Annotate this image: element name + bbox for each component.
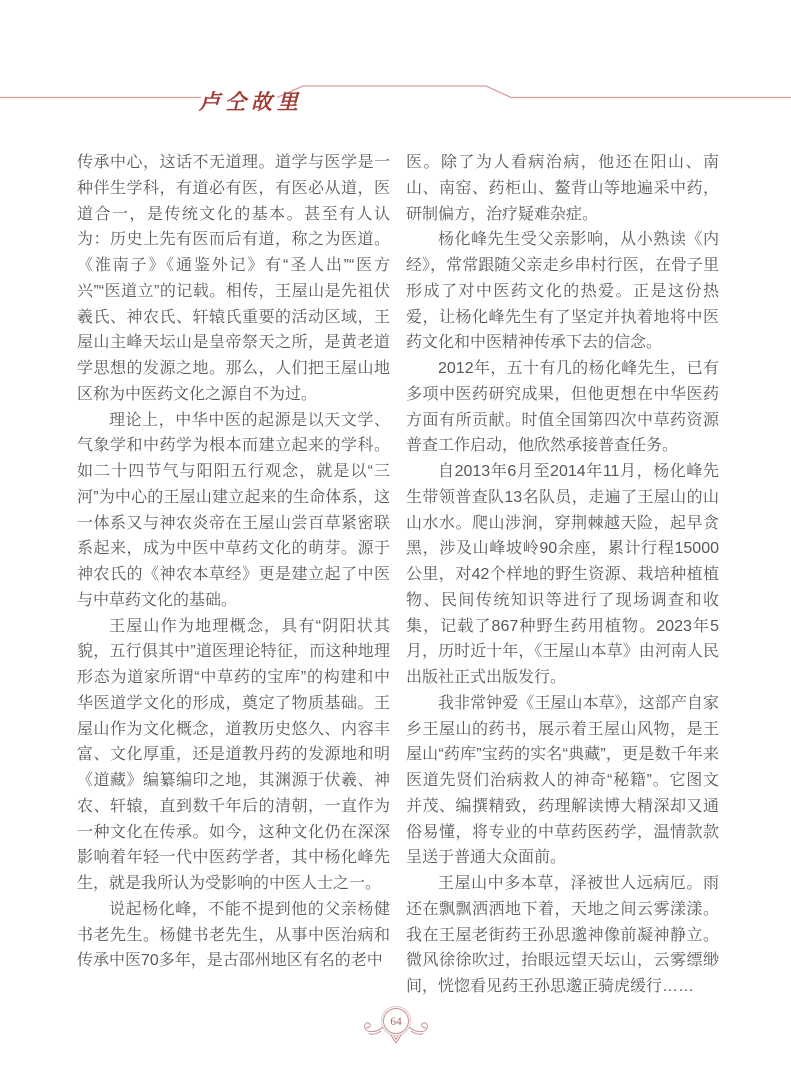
- text-column-right: [406, 150, 719, 1000]
- paragraph: 传承中心，这话不无道理。道学与医学是一种伴生学科，有道必有医，有医必从道，医道合一，是传统文化的基本。甚至有人认为：历史上先有医而后有道，称之为医道。《淮南子》《通鉴外记》有“圣人出”“医方兴”“医道立”的记载。相传，王屋山是先祖伏羲氏、神农氏、轩辕氏重要的活动区域，王屋山主峰天坛山是皇帝祭天之所，是黄老道学思想的发源之地。那么，人们把王屋山地区称为中医药文化之源自不为过。: [77, 154, 390, 403]
- page-title: 卢仝故里: [199, 90, 303, 114]
- page-number-ornament: [350, 1002, 442, 1048]
- paragraph: 2012年，五十有几的杨化峰先生，已有多项中医药研究成果，但他更想在中华医药方面有所贡献。时值全国第四次中草药资源普查工作启动，他欣然承接普查任务。: [406, 360, 719, 455]
- paragraph: 我非常钟爱《王屋山本草》，这部产自家乡王屋山的药书，展示着王屋山风物，是王屋山“药库”宝药的实名“典藏”，更是数千年来医道先贤们治病救人的神奇“秘籍”。它图文并茂、编撰精致，药理解读博大精深却又通俗易懂，将专业的中草药医药学，温情款款呈送于普通大众面前。: [406, 694, 719, 867]
- text-column-left: [77, 150, 390, 974]
- paragraph: 自2013年6月至2014年11月，杨化峰先生带领普查队13名队员，走遍了王屋山的山山水水。爬山涉涧，穿荆棘越天险，起早贪黑，涉及山峰坡岭90余座，累计行程15000公里，对42个样地的野生资源、栽培种植植物、民间传统知识等进行了现场调查和收集，记载了867种野生药用植物。2023年5月，历时近十年，《王屋山本草》由河南人民出版社正式出版发行。: [406, 463, 719, 686]
- header-rule-ornament: [0, 0, 791, 130]
- paragraph: 王屋山作为地理概念，具有“阴阳状其貌，五行俱其中”道医理论特征，而这种地理形态为道家所谓“中草药的宝库”的构建和中华医道学文化的形成，奠定了物质基础。王屋山作为文化概念，道教历史悠久、内容丰富、文化厚重，还是道教丹药的发源地和明《道藏》编纂编印之地，其渊源于伏羲、神农、轩辕，直到数千年后的清朝，一直作为一种文化在传承。如今，这种文化仍在深深影响着年轻一代中医药学者，其中杨化峰先生，就是我所认为受影响的中医人士之一。: [77, 617, 390, 892]
- paragraph: 杨化峰先生受父亲影响，从小熟读《内经》，常常跟随父亲走乡串村行医，在骨子里形成了对中医药文化的热爱。正是这份热爱，让杨化峰先生有了坚定并执着地将中医药文化和中医精神传承下去的信念。: [406, 231, 719, 352]
- paragraph: 理论上，中华中医的起源是以天文学、气象学和中药学为根本而建立起来的学科。如二十四节气与阳阳五行观念，就是以“三河”为中心的王屋山建立起来的生命体系，这一体系又与神农炎帝在王屋山尝百草紧密联系起来，成为中医中草药文化的萌芽。源于神农氏的《神农本草经》更是建立起了中医与中草药文化的基础。: [77, 411, 390, 609]
- page-number: 64: [389, 1016, 402, 1028]
- paragraph: 王屋山中多本草，泽被世人远病厄。雨还在飘飘洒洒地下着，天地之间云雾漾漾。我在王屋老街药王孙思邈神像前凝神静立。微风徐徐吹过，抬眼远望天坛山，云雾缥缈间，恍惚看见药王孙思邈正骑虎缓行……: [406, 875, 719, 995]
- paragraph: 说起杨化峰，不能不提到他的父亲杨健书老先生。杨健书老先生，从事中医治病和传承中医70多年，是古邵州地区有名的老中: [77, 900, 390, 970]
- paragraph: 医。除了为人看病治病，他还在阳山、南山、南窑、药柜山、鳌背山等地遍采中药，研制偏方，治疗疑难杂症。: [406, 154, 719, 223]
